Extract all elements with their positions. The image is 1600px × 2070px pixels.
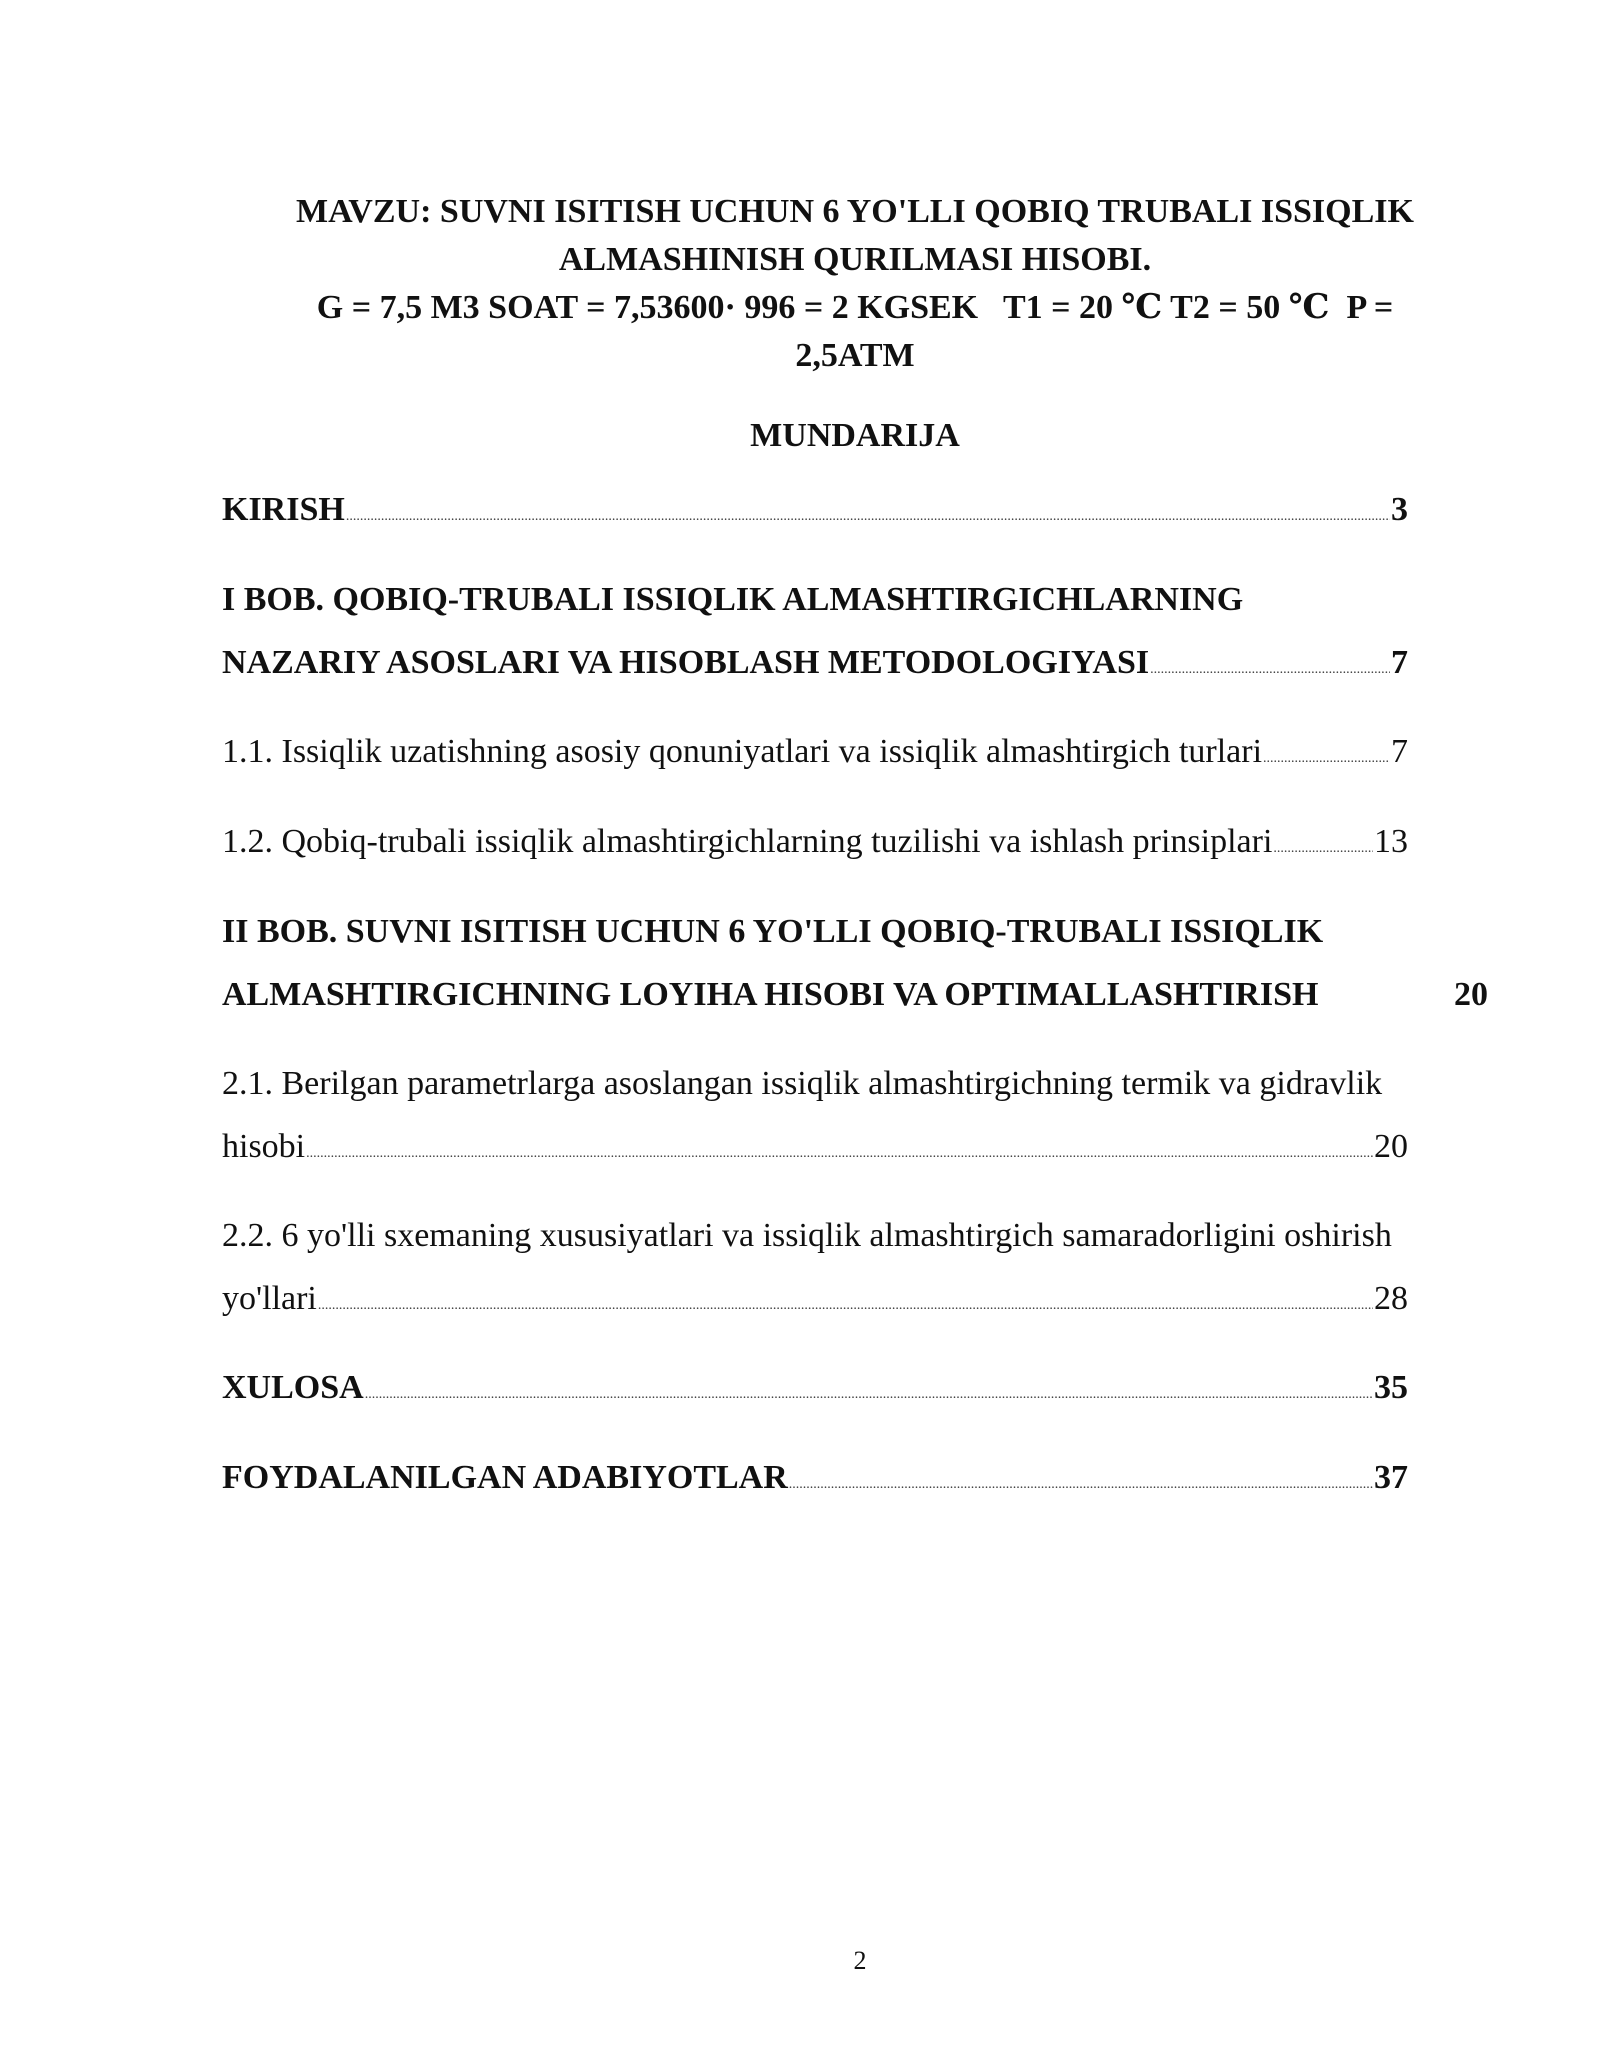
toc-page-number: 7 (1391, 644, 1408, 681)
toc-page-number: 3 (1391, 491, 1408, 528)
toc-page-number: 7 (1391, 733, 1408, 770)
dot-leader (1263, 727, 1390, 790)
toc-entry-chapter-2 (222, 900, 1488, 1026)
toc-entry-text: 1.1. Issiqlik uzatishning asosiy qonuniyatlari va issiqlik almashtirgich turlari (222, 733, 1263, 770)
toc-entry-chapter-1 (222, 568, 1408, 701)
toc-page-number: 28 (1374, 1280, 1408, 1317)
toc-entry-text: KIRISH (222, 491, 345, 528)
document-title (222, 188, 1488, 380)
toc-page-number: 20 (1374, 1128, 1408, 1165)
toc-entry-xulosa (222, 1356, 1408, 1426)
toc-entry-text: 2.1. Berilgan parametrlarga asoslangan issiqlik almashtirgichning termik va gidravlik (222, 1065, 1383, 1102)
dot-leader (365, 1363, 1373, 1426)
toc-entry-section-2-1 (222, 1052, 1408, 1185)
toc-page-number: 35 (1374, 1369, 1408, 1406)
dot-leader (1273, 817, 1373, 880)
dot-leader (1150, 638, 1390, 701)
toc-entry-text: II BOB. SUVNI ISITISH UCHUN 6 YO'LLI QOBIQ-TRUBALI ISSIQLIK (222, 913, 1324, 950)
toc-page-number: 20 (1454, 976, 1488, 1013)
toc-page-number: 37 (1374, 1459, 1408, 1496)
toc-heading: MUNDARIJA (750, 417, 960, 454)
toc-entry-text: 2.2. 6 yo'lli sxemaning xususiyatlari va issiqlik almashtirgich samaradorligini oshirish (222, 1217, 1392, 1254)
toc-entry-text: hisobi (222, 1128, 306, 1165)
toc-entry-kirish (222, 478, 1408, 548)
title-line-3: G = 7,5 M3 SOAT = 7,53600· 996 = 2 KGSEK T1 = 20 ℃ T2 = 50 ℃ P = (316, 289, 1394, 326)
toc-entry-section-2-2 (222, 1204, 1408, 1337)
toc-entry-text: FOYDALANILGAN ADABIYOTLAR (222, 1459, 788, 1496)
toc-entry-section-1-2 (222, 810, 1408, 880)
page-number: 2 (853, 1946, 867, 1975)
dot-leader (306, 1122, 1373, 1185)
title-line-1: MAVZU: SUVNI ISITISH UCHUN 6 YO'LLI QOBIQ TRUBALI ISSIQLIK (296, 193, 1414, 230)
toc-entry-text: XULOSA (222, 1369, 364, 1406)
toc-entry-text: ALMASHTIRGICHNING LOYIHA HISOBI VA OPTIMALLASHTIRISH (222, 976, 1319, 1013)
toc-entry-text: NAZARIY ASOSLARI VA HISOBLASH METODOLOGIYASI (222, 644, 1150, 681)
toc-page-number: 13 (1374, 823, 1408, 860)
toc-entry-text: I BOB. QOBIQ-TRUBALI ISSIQLIK ALMASHTIRGICHLARNING (222, 581, 1244, 618)
toc-entry-text: yo'llari (222, 1280, 317, 1317)
toc-entry-text: 1.2. Qobiq-trubali issiqlik almashtirgichlarning tuzilishi va ishlash prinsiplari (222, 823, 1273, 860)
dot-leader (346, 485, 1390, 548)
title-line-2: ALMASHINISH QURILMASI HISOBI. (558, 241, 1152, 278)
toc-entry-references (222, 1446, 1408, 1516)
title-line-4: 2,5ATM (795, 337, 915, 374)
toc-entry-section-1-1 (222, 720, 1408, 790)
dot-leader (789, 1453, 1373, 1516)
dot-leader (318, 1274, 1373, 1337)
